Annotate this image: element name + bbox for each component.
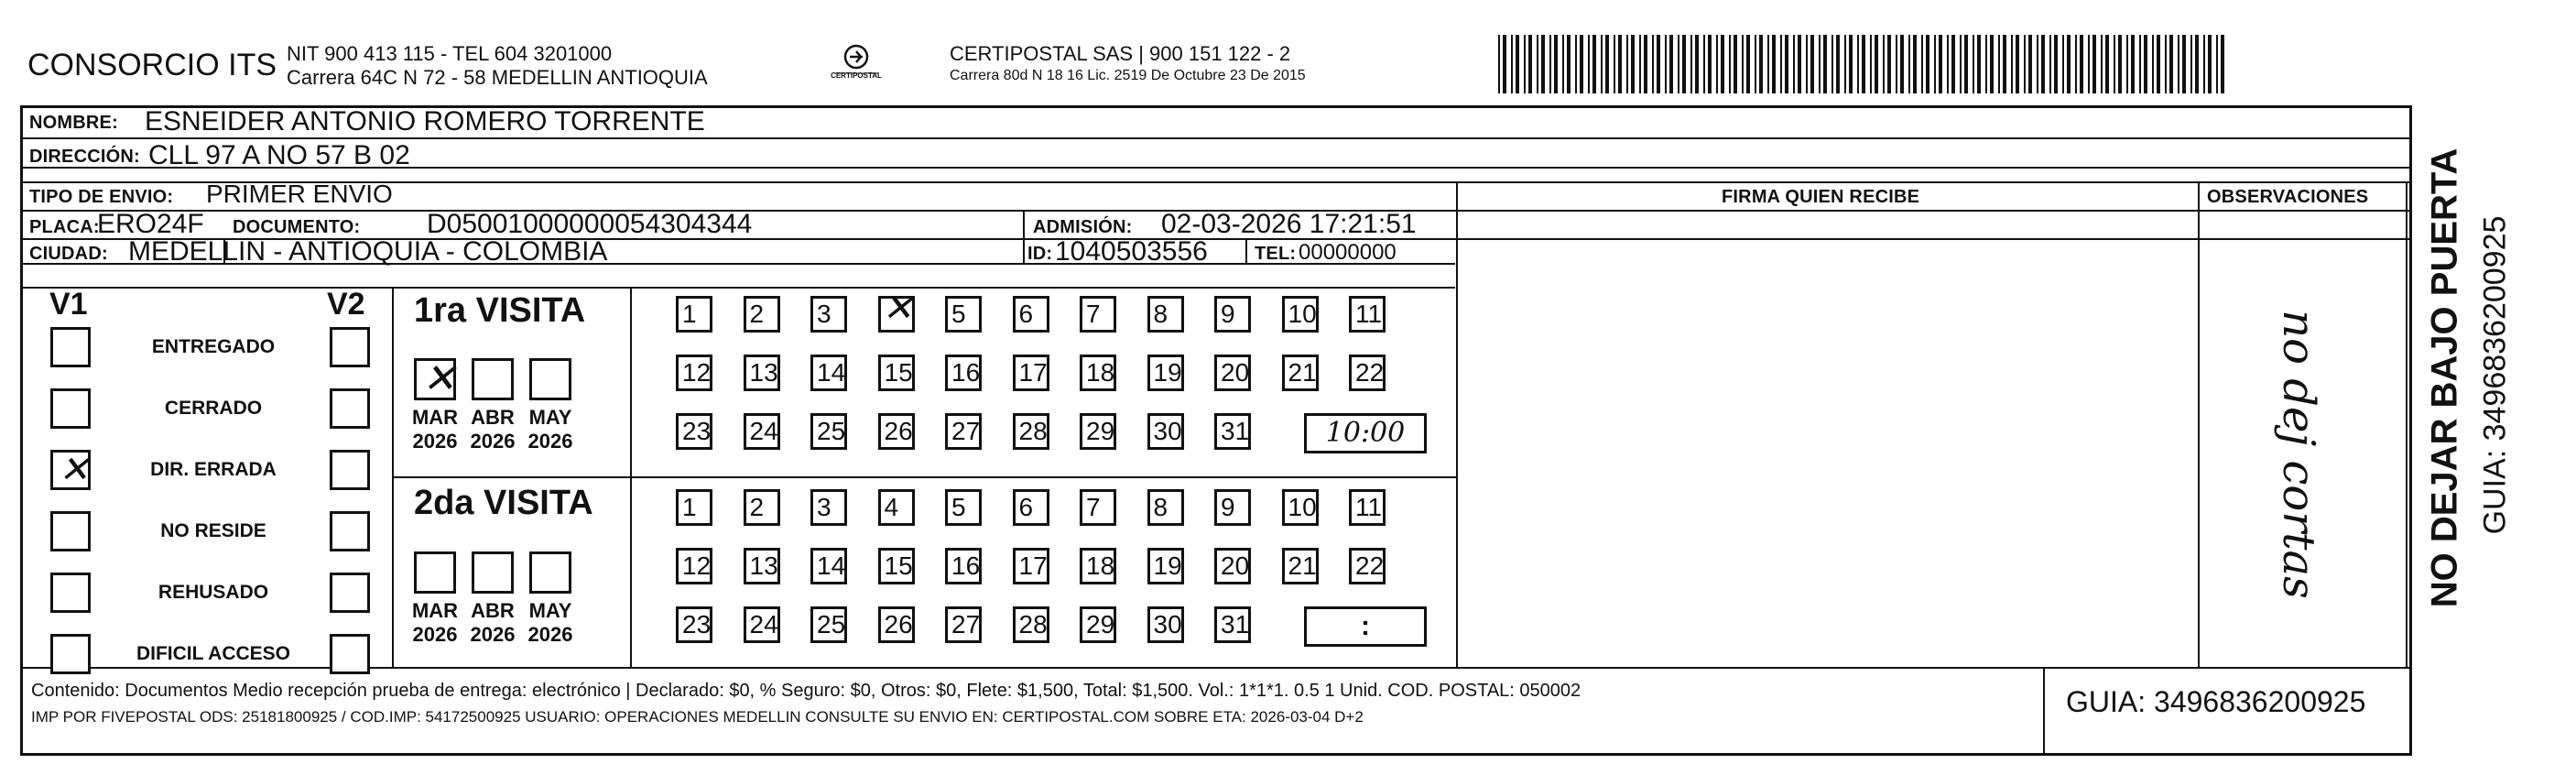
barcode-bar	[1951, 35, 1955, 93]
day-box-14[interactable]: 14	[810, 355, 847, 391]
barcode-bar	[2152, 35, 2154, 93]
direccion-value: CLL 97 A NO 57 B 02	[148, 140, 410, 170]
barcode-bar	[1716, 35, 1718, 93]
barcode-bar	[2037, 35, 2038, 93]
barcode-bar	[1831, 35, 1833, 93]
day-box-11[interactable]: 11	[1349, 296, 1386, 333]
day-box-26[interactable]: 26	[878, 413, 915, 450]
day-box-25[interactable]: 25	[810, 413, 847, 450]
barcode-bar	[1836, 35, 1840, 93]
check-mark-icon: ✕	[422, 355, 456, 402]
day-box-5[interactable]: 5	[945, 489, 982, 526]
check-mark-icon: ✕	[882, 288, 914, 330]
barcode-bar	[2041, 35, 2045, 93]
status-label: DIFICIL ACCESO	[136, 643, 290, 664]
day-box-5[interactable]: 5	[945, 296, 982, 333]
barcode-bar	[1562, 35, 1564, 93]
barcode-bar	[1524, 35, 1526, 93]
barcode-bar	[1998, 35, 2000, 93]
barcode-bar	[2182, 35, 2186, 93]
side-no-dejar: NO DEJAR BAJO PUERTA	[2424, 147, 2465, 608]
barcode-bar	[1528, 35, 1532, 93]
v1-checkbox[interactable]	[50, 573, 91, 613]
barcode-bar	[2195, 35, 2199, 93]
barcode-bar	[1913, 35, 1917, 93]
month-label: MAY 2026	[527, 599, 573, 646]
barcode-bar	[1631, 35, 1635, 93]
barcode-bar	[1690, 35, 1692, 93]
day-box-16[interactable]: 16	[945, 355, 982, 391]
footer-imp: IMP POR FIVEPOSTAL ODS: 25181800925 / COD.IMP: 54172500925 USUARIO: OPERACIONES MEDELLIN CONSULTE SU ENVIO EN: CERTIPOSTAL.COM SOBRE ETA: 2026-03-04 D+2	[31, 708, 1364, 726]
barcode-bar	[1601, 35, 1603, 93]
day-box-28[interactable]: 28	[1013, 413, 1049, 450]
barcode-bar	[2165, 35, 2167, 93]
day-box-22[interactable]: 22	[1349, 355, 1386, 391]
barcode-bar	[1742, 35, 1744, 93]
barcode-bar	[1844, 35, 1846, 93]
tel-value: 00000000	[1299, 240, 1397, 265]
v2-checkbox[interactable]	[330, 327, 370, 367]
day-box-18[interactable]: 18	[1080, 355, 1116, 391]
day-box-23[interactable]: 23	[676, 606, 712, 643]
barcode-bar	[1657, 35, 1660, 93]
observation-handwritten: no dej cortas	[2273, 310, 2324, 599]
barcode-bar	[1695, 35, 1699, 93]
day-box-10[interactable]: 10	[1282, 296, 1319, 333]
status-label: NO RESIDE	[160, 520, 266, 541]
barcode-bar	[1849, 35, 1853, 93]
day-box-12[interactable]: 12	[676, 355, 712, 391]
day-box-20[interactable]: 20	[1214, 548, 1251, 584]
month-checkbox-mar[interactable]	[414, 355, 456, 402]
day-box-16[interactable]: 16	[945, 548, 982, 584]
barcode-bar	[2208, 35, 2212, 93]
day-box-22[interactable]: 22	[1349, 548, 1386, 584]
day-box-2[interactable]: 2	[744, 489, 780, 526]
barcode-bar	[1759, 35, 1763, 93]
day-box-17[interactable]: 17	[1013, 548, 1049, 584]
firma-header: FIRMA QUIEN RECIBE	[1722, 187, 1920, 207]
barcode-bar	[1990, 35, 1994, 93]
barcode-bar	[1639, 35, 1641, 93]
barcode-bar	[1793, 35, 1795, 93]
barcode-bar	[2190, 35, 2192, 93]
day-box-30[interactable]: 30	[1147, 606, 1184, 643]
barcode-bar	[1862, 35, 1865, 93]
documento-label: DOCUMENTO:	[233, 217, 361, 237]
day-box-15[interactable]: 15	[878, 355, 915, 391]
barcode-bar	[1729, 35, 1731, 93]
nombre-value: ESNEIDER ANTONIO ROMERO TORRENTE	[145, 106, 705, 136]
barcode-bar	[2203, 35, 2205, 93]
day-box-29[interactable]: 29	[1080, 606, 1116, 643]
barcode-bar	[1947, 35, 1949, 93]
v2-checkbox[interactable]	[330, 450, 370, 490]
barcode-bar	[2028, 35, 2032, 93]
day-box-9[interactable]: 9	[1214, 296, 1251, 333]
barcode-bar	[2080, 35, 2083, 93]
barcode-bar	[2105, 35, 2109, 93]
day-box-10[interactable]: 10	[1282, 489, 1319, 526]
barcode-bar	[2157, 35, 2160, 93]
side-guia: GUIA: 3496836200925	[2477, 215, 2513, 535]
admision-value: 02-03-2026 17:21:51	[1161, 209, 1417, 239]
second-visit-title: 2da VISITA	[414, 484, 593, 522]
id-value: 1040503556	[1055, 236, 1208, 267]
barcode-bar	[1503, 35, 1506, 93]
v1-checkbox[interactable]	[50, 388, 91, 429]
barcode-bar	[1537, 35, 1538, 93]
barcode-bar	[1960, 35, 1962, 93]
day-box-7[interactable]: 7	[1080, 489, 1116, 526]
certipostal-logo	[829, 40, 884, 91]
barcode-bar	[2139, 35, 2141, 93]
ciudad-value: MEDELLIN - ANTIOQUIA - COLOMBIA	[128, 236, 608, 267]
status-label: CERRADO	[164, 398, 263, 419]
footer-contenido: Contenido: Documentos Medio recepción prueba de entrega: electrónico | Declarado: $0, % Seguro: $0, Otros: $0, Flete: $1,500, Total: $1,500. Vol.: 1*1*1. 0.5 1 Unid. COD. POSTAL: 050002	[31, 681, 1581, 701]
barcode-bar	[1870, 35, 1872, 93]
day-box-24[interactable]: 24	[744, 413, 780, 450]
v1-checkbox[interactable]	[50, 327, 91, 367]
barcode-bar	[1785, 35, 1788, 93]
day-box-21[interactable]: 21	[1282, 548, 1319, 584]
day-box-29[interactable]: 29	[1080, 413, 1116, 450]
barcode-bar	[1614, 35, 1615, 93]
logo-icon	[829, 40, 884, 91]
documento-value: D05001000000054304344	[427, 209, 753, 239]
id-label: ID:	[1027, 244, 1053, 264]
day-box-19[interactable]: 19	[1147, 355, 1184, 391]
barcode-bar	[2062, 35, 2064, 93]
day-box-13[interactable]: 13	[744, 355, 780, 391]
v2-checkbox[interactable]	[330, 388, 370, 429]
month-checkbox-abr[interactable]	[472, 551, 514, 594]
certipostal-info: CERTIPOSTAL SAS | 900 151 122 - 2	[950, 42, 1291, 65]
ciudad-label: CIUDAD:	[29, 244, 108, 264]
barcode-bar	[1780, 35, 1782, 93]
day-box-28[interactable]: 28	[1013, 606, 1049, 643]
barcode-bar	[1806, 35, 1808, 93]
tipo-envio-label: TIPO DE ENVIO:	[29, 187, 174, 207]
v2-checkbox[interactable]	[330, 634, 370, 674]
barcode-bar	[1567, 35, 1571, 93]
first-visit-title: 1ra VISITA	[414, 291, 586, 330]
day-box-25[interactable]: 25	[810, 606, 847, 643]
company-address: Carrera 64C N 72 - 58 MEDELLIN ANTIOQUIA	[287, 66, 708, 89]
barcode-bar	[2178, 35, 2179, 93]
month-checkbox-may[interactable]	[529, 551, 571, 594]
day-box-3[interactable]: 3	[810, 296, 847, 333]
status-label: ENTREGADO	[151, 336, 276, 357]
day-box-1[interactable]: 1	[676, 296, 712, 333]
barcode-bar	[1580, 35, 1583, 93]
month-label: MAR 2026	[411, 406, 459, 453]
day-box-30[interactable]: 30	[1147, 413, 1184, 450]
company-name: CONSORCIO ITS	[27, 48, 277, 82]
barcode-bar	[2011, 35, 2013, 93]
barcode-bar	[1875, 35, 1878, 93]
barcode-bar	[1644, 35, 1647, 93]
barcode-bar	[1541, 35, 1545, 93]
day-box-11[interactable]: 11	[1349, 489, 1386, 526]
day-box-24[interactable]: 24	[744, 606, 780, 643]
barcode-bar	[1887, 35, 1891, 93]
day-box-26[interactable]: 26	[878, 606, 915, 643]
day-box-23[interactable]: 23	[676, 413, 712, 450]
barcode-bar	[1973, 35, 1974, 93]
barcode-bar	[1798, 35, 1801, 93]
month-label: ABR 2026	[470, 599, 516, 646]
nombre-label: NOMBRE:	[29, 113, 118, 133]
barcode-bar	[2088, 35, 2090, 93]
barcode-bar	[2101, 35, 2103, 93]
barcode-bar	[2016, 35, 2019, 93]
status-label: REHUSADO	[158, 582, 269, 603]
barcode-bar	[1977, 35, 1981, 93]
guia-box-value: GUIA: 3496836200925	[2066, 685, 2366, 718]
barcode-bar	[2092, 35, 2096, 93]
barcode-bar	[1883, 35, 1885, 93]
direccion-label: DIRECCIÓN:	[29, 147, 140, 167]
barcode-bar	[1678, 35, 1679, 93]
barcode	[1498, 35, 2225, 93]
barcode-bar	[1921, 35, 1923, 93]
day-box-2[interactable]: 2	[744, 296, 780, 333]
month-checkbox-may[interactable]	[529, 358, 571, 400]
v1-checkbox[interactable]	[50, 634, 91, 674]
day-box-7[interactable]: 7	[1080, 296, 1116, 333]
barcode-bar	[1511, 35, 1513, 93]
barcode-bar	[1652, 35, 1654, 93]
barcode-bar	[1554, 35, 1558, 93]
logo-text: CERTIPOSTAL	[831, 71, 882, 80]
barcode-bar	[1926, 35, 1929, 93]
barcode-bar	[1755, 35, 1756, 93]
barcode-bar	[1964, 35, 1968, 93]
barcode-bar	[2118, 35, 2122, 93]
barcode-bar	[1939, 35, 1942, 93]
day-box-8[interactable]: 8	[1147, 296, 1184, 333]
barcode-bar	[1605, 35, 1609, 93]
check-mark-icon: ✕	[59, 449, 90, 491]
barcode-bar	[1819, 35, 1821, 93]
company-nit: NIT 900 413 115 - TEL 604 3201000	[287, 42, 613, 65]
month-label: ABR 2026	[470, 406, 516, 453]
barcode-bar	[1746, 35, 1750, 93]
day-box-31[interactable]: 31	[1214, 606, 1251, 643]
barcode-bar	[1896, 35, 1897, 93]
barcode-bar	[1588, 35, 1590, 93]
month-checkbox-abr[interactable]	[472, 358, 514, 400]
barcode-bar	[2126, 35, 2128, 93]
barcode-bar	[2169, 35, 2173, 93]
barcode-bar	[1549, 35, 1551, 93]
barcode-bar	[1592, 35, 1596, 93]
barcode-bar	[2131, 35, 2135, 93]
placa-label: PLACA:	[29, 217, 100, 237]
day-box-15[interactable]: 15	[878, 548, 915, 584]
barcode-bar	[2024, 35, 2026, 93]
barcode-bar	[2003, 35, 2006, 93]
barcode-bar	[1721, 35, 1724, 93]
first-visit-time-field[interactable]: 10:00	[1304, 413, 1427, 453]
barcode-bar	[1772, 35, 1776, 93]
barcode-bar	[1908, 35, 1910, 93]
barcode-bar	[1985, 35, 1987, 93]
day-box-18[interactable]: 18	[1080, 548, 1116, 584]
day-box-27[interactable]: 27	[945, 413, 982, 450]
barcode-bar	[1703, 35, 1705, 93]
month-checkbox-mar[interactable]	[414, 551, 456, 594]
barcode-bar	[1810, 35, 1814, 93]
barcode-bar	[2054, 35, 2058, 93]
tel-label: TEL:	[1255, 244, 1297, 264]
day-box-17[interactable]: 17	[1013, 355, 1049, 391]
barcode-bar	[2216, 35, 2218, 93]
placa-value: ERO24F	[97, 209, 204, 239]
barcode-bar	[1823, 35, 1827, 93]
barcode-bar	[2144, 35, 2147, 93]
v2-checkbox[interactable]	[330, 511, 370, 551]
barcode-bar	[2075, 35, 2077, 93]
barcode-bar	[1767, 35, 1769, 93]
day-box-12[interactable]: 12	[676, 548, 712, 584]
certipostal-license: Carrera 80d N 18 16 Lic. 2519 De Octubre 23 De 2015	[950, 68, 1306, 83]
day-box-20[interactable]: 20	[1214, 355, 1251, 391]
day-box-9[interactable]: 9	[1214, 489, 1251, 526]
day-box-3[interactable]: 3	[810, 489, 847, 526]
day-box-21[interactable]: 21	[1282, 355, 1319, 391]
barcode-bar	[2049, 35, 2051, 93]
v2-label: V2	[327, 287, 365, 322]
barcode-bar	[1618, 35, 1622, 93]
barcode-bar	[1734, 35, 1737, 93]
day-box-8[interactable]: 8	[1147, 489, 1184, 526]
day-box-6[interactable]: 6	[1013, 296, 1049, 333]
barcode-bar	[1575, 35, 1577, 93]
observaciones-header: OBSERVACIONES	[2207, 187, 2369, 207]
barcode-bar	[1516, 35, 1519, 93]
month-label: MAY 2026	[527, 406, 573, 453]
barcode-bar	[1934, 35, 1936, 93]
day-box-6[interactable]: 6	[1013, 489, 1049, 526]
day-box-4[interactable]: 4	[878, 489, 915, 526]
barcode-bar	[1626, 35, 1628, 93]
barcode-bar	[1708, 35, 1712, 93]
month-label: MAR 2026	[411, 599, 459, 646]
barcode-bar	[2067, 35, 2071, 93]
v2-checkbox[interactable]	[330, 573, 370, 613]
barcode-bar	[1665, 35, 1667, 93]
day-box-19[interactable]: 19	[1147, 548, 1184, 584]
day-box-14[interactable]: 14	[810, 548, 847, 584]
barcode-bar	[1498, 35, 1500, 93]
day-box-1[interactable]: 1	[676, 489, 712, 526]
day-box-13[interactable]: 13	[744, 548, 780, 584]
day-box-4[interactable]	[878, 288, 915, 333]
barcode-bar	[1669, 35, 1673, 93]
v1-label: V1	[49, 287, 88, 322]
day-box-31[interactable]: 31	[1214, 413, 1251, 450]
barcode-bar	[2221, 35, 2224, 93]
admision-label: ADMISIÓN:	[1033, 217, 1133, 237]
barcode-bar	[1857, 35, 1859, 93]
second-visit-time-field[interactable]: :	[1304, 606, 1427, 647]
barcode-bar	[2114, 35, 2115, 93]
barcode-bar	[1682, 35, 1686, 93]
v1-checkbox[interactable]	[50, 511, 91, 551]
tipo-envio-value: PRIMER ENVIO	[206, 180, 393, 208]
v1-checkbox[interactable]	[50, 450, 91, 490]
day-box-27[interactable]: 27	[945, 606, 982, 643]
status-label: DIR. ERRADA	[150, 459, 277, 480]
barcode-bar	[1900, 35, 1904, 93]
